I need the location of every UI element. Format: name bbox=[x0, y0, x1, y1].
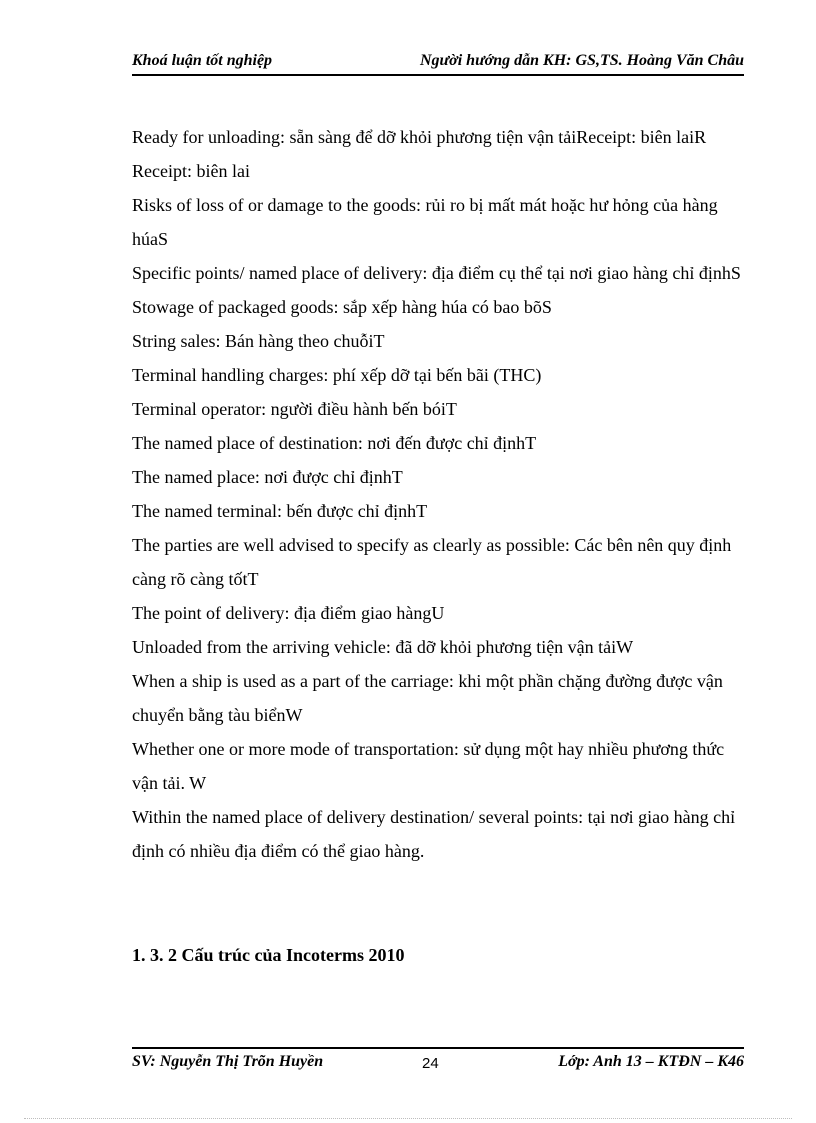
glossary-entry: The named terminal: bến được chỉ địnhT bbox=[132, 501, 428, 521]
glossary-entry: The named place of destination: nơi đến được chỉ địnhT bbox=[132, 433, 537, 453]
glossary-entry: The named place: nơi được chỉ địnhT bbox=[132, 467, 403, 487]
footer-rule bbox=[132, 1047, 744, 1049]
glossary-entry: The point of delivery: địa điểm giao hàngU bbox=[132, 603, 445, 623]
glossary-entry: Terminal operator: người điều hành bến bóiT bbox=[132, 399, 457, 419]
header-supervisor: Người hướng dẫn KH: GS,TS. Hoàng Văn Châu bbox=[420, 52, 744, 69]
header-rule bbox=[132, 74, 744, 76]
glossary-entry: Specific points/ named place of delivery: địa điểm cụ thể tại nơi giao hàng chỉ địnhS bbox=[132, 263, 741, 283]
glossary-entry: Risks of loss of or damage to the goods: rủi ro bị mất mát hoặc hư hỏng của hàng húaS bbox=[132, 195, 718, 249]
glossary-entry: Within the named place of delivery destination/ several points: tại nơi giao hàng chỉ định có nhiều địa điểm có thể giao hàng. bbox=[132, 807, 736, 861]
glossary-list bbox=[132, 120, 744, 868]
glossary-entry: When a ship is used as a part of the carriage: khi một phần chặng đường được vận chuyển bằng tàu biểnW bbox=[132, 671, 723, 725]
page-edge-divider bbox=[24, 1118, 792, 1119]
header-thesis-title: Khoá luận tốt nghiệp bbox=[132, 52, 273, 69]
footer-class: Lớp: Anh 13 – KTĐN – K46 bbox=[558, 1053, 744, 1070]
page-footer bbox=[132, 1053, 744, 1075]
glossary-entry: Ready for unloading: sẵn sàng để dỡ khỏi phương tiện vận tảiReceipt: biên laiR bbox=[132, 127, 707, 147]
section-heading: 1. 3. 2 Cấu trúc của Incoterms 2010 bbox=[132, 945, 405, 965]
glossary-entry: Stowage of packaged goods: sắp xếp hàng húa có bao bõS bbox=[132, 297, 552, 317]
footer-student: SV: Nguyễn Thị Trõn Huyền bbox=[132, 1053, 324, 1070]
glossary-entry: Whether one or more mode of transportation: sử dụng một hay nhiều phương thức vận tải. W bbox=[132, 739, 725, 793]
page-number: 24 bbox=[422, 1055, 439, 1072]
glossary-entry: The parties are well advised to specify as clearly as possible: Các bên nên quy định càng rõ càng tốtT bbox=[132, 535, 732, 589]
glossary-entry: Unloaded from the arriving vehicle: đã dỡ khỏi phương tiện vận tảiW bbox=[132, 637, 634, 657]
glossary-entry: Receipt: biên lai bbox=[132, 161, 250, 181]
page-header bbox=[132, 52, 744, 72]
glossary-entry: String sales: Bán hàng theo chuỗiT bbox=[132, 331, 385, 351]
glossary-entry: Terminal handling charges: phí xếp dỡ tại bến bãi (THC) bbox=[132, 365, 542, 385]
